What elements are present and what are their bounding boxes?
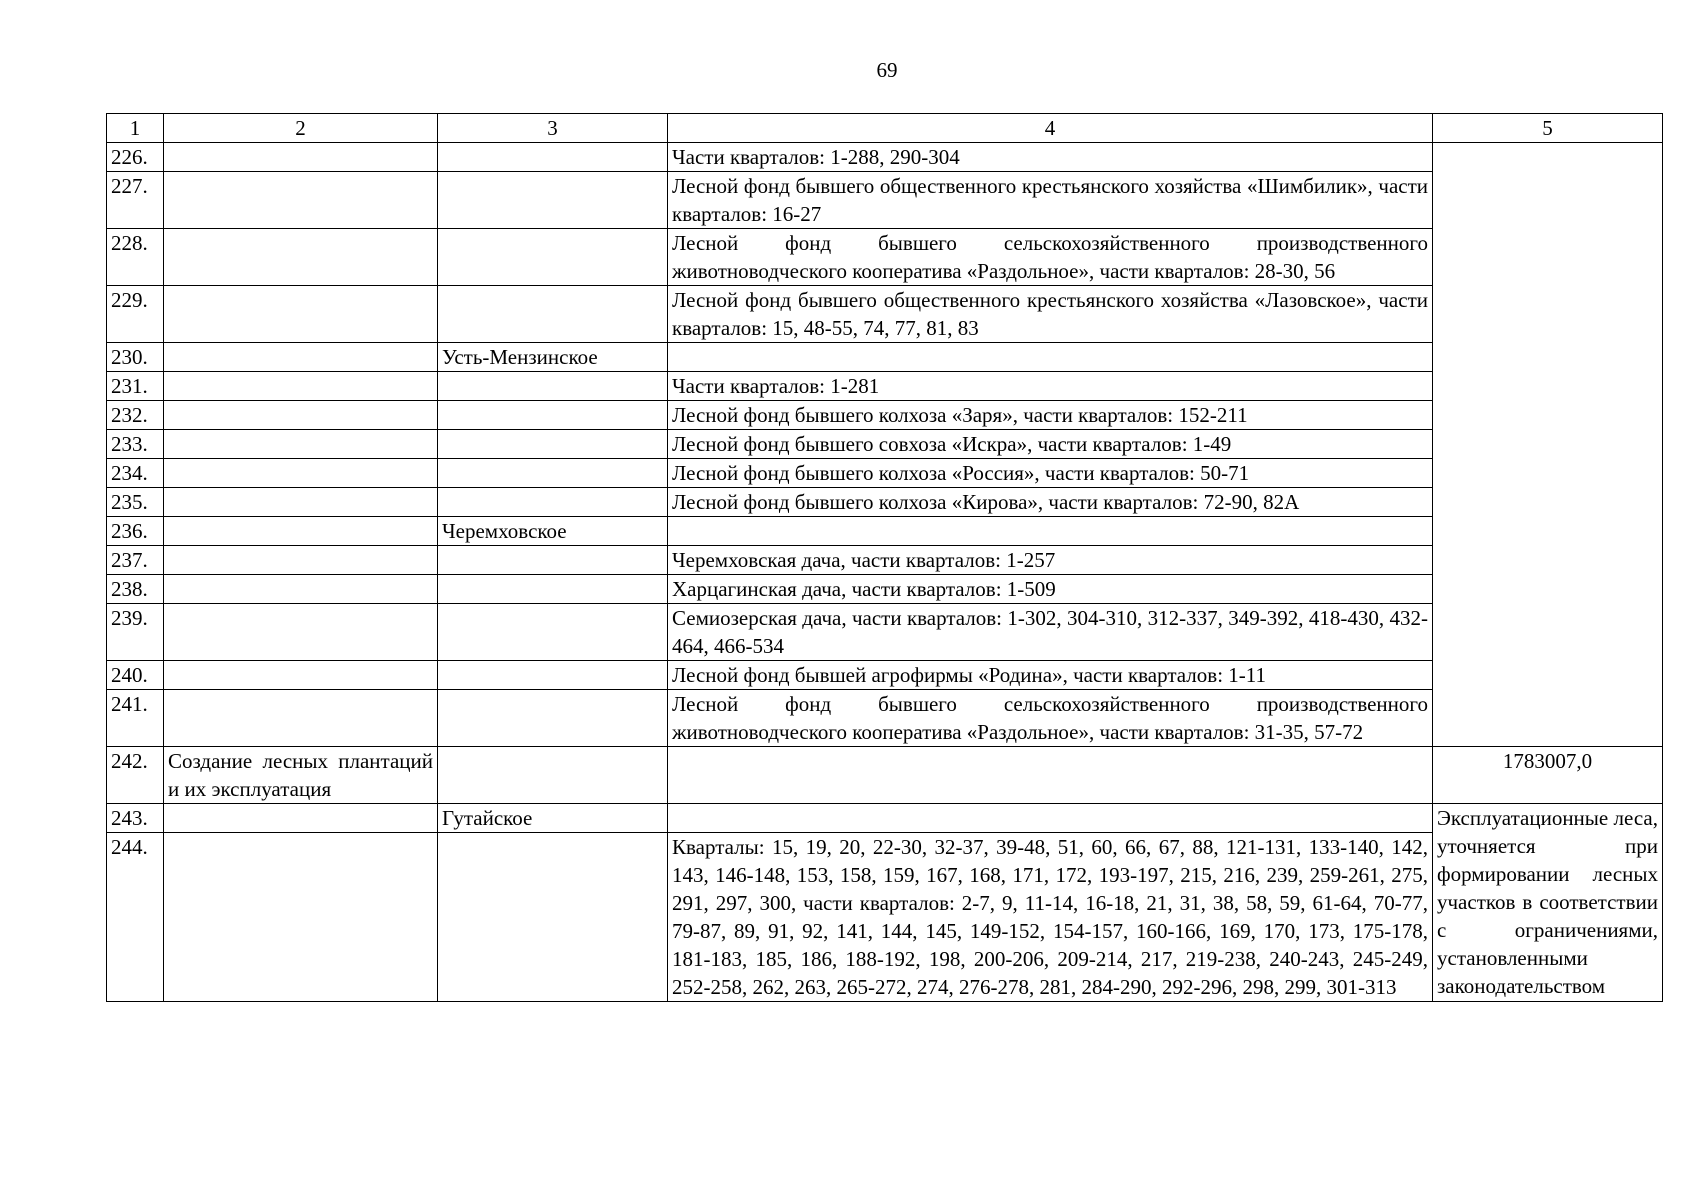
row-activity <box>164 401 438 430</box>
row-number: 235. <box>107 488 164 517</box>
row-number: 242. <box>107 747 164 804</box>
row-forestry <box>438 488 668 517</box>
row-quarters: Лесной фонд бывшего совхоза «Искра», части кварталов: 1-49 <box>668 430 1433 459</box>
row-number: 233. <box>107 430 164 459</box>
row-activity <box>164 488 438 517</box>
table-row <box>107 430 1663 459</box>
row-quarters <box>668 517 1433 546</box>
row-forestry <box>438 172 668 229</box>
row-quarters: Кварталы: 15, 19, 20, 22-30, 32-37, 39-48, 51, 60, 66, 67, 88, 121-131, 133-140, 142, 143, 146-148, 153, 158, 159, 167, 168, 171, 172, 193-197, 215, 216, 239, 259-261, 275, 291, 297, 300, части кварталов: 2-7, 9, 11-14, 16-18, 21, 31, 38, 58, 59, 61-64, 70-77, 79-87, 89, 91, 92, 141, 144, 145, 149-152, 154-157, 160-166, 169, 170, 173, 175-178, 181-183, 185, 186, 188-192, 198, 200-206, 209-214, 217, 219-238, 240-243, 245-249, 252-258, 262, 263, 265-272, 274, 276-278, 281, 284-290, 292-296, 298, 299, 301-313 <box>668 833 1433 1002</box>
table-row <box>107 804 1663 833</box>
row-forestry <box>438 833 668 1002</box>
row-activity <box>164 459 438 488</box>
row-number: 239. <box>107 604 164 661</box>
table-row <box>107 488 1663 517</box>
row-quarters: Черемховская дача, части кварталов: 1-257 <box>668 546 1433 575</box>
row-activity <box>164 286 438 343</box>
table-row <box>107 459 1663 488</box>
row-forestry <box>438 430 668 459</box>
row-quarters: Лесной фонд бывшего колхоза «Россия», части кварталов: 50-71 <box>668 459 1433 488</box>
row-activity <box>164 172 438 229</box>
row-quarters: Семиозерская дача, части кварталов: 1-302, 304-310, 312-337, 349-392, 418-430, 432-464, 466-534 <box>668 604 1433 661</box>
row-number: 243. <box>107 804 164 833</box>
row-quarters: Части кварталов: 1-288, 290-304 <box>668 143 1433 172</box>
row-activity <box>164 804 438 833</box>
table-row <box>107 604 1663 661</box>
row-forestry <box>438 401 668 430</box>
row-forestry <box>438 229 668 286</box>
row-number: 226. <box>107 143 164 172</box>
row-number: 236. <box>107 517 164 546</box>
row-number: 240. <box>107 661 164 690</box>
row-forestry <box>438 661 668 690</box>
row-activity: Создание лесных плантаций и их эксплуатация <box>164 747 438 804</box>
table-row <box>107 690 1663 747</box>
header-cell: 2 <box>164 114 438 143</box>
row-activity <box>164 517 438 546</box>
table-row <box>107 661 1663 690</box>
row-activity <box>164 372 438 401</box>
row-number: 244. <box>107 833 164 1002</box>
row-forestry <box>438 690 668 747</box>
row-forestry: Гутайское <box>438 804 668 833</box>
table-row <box>107 372 1663 401</box>
row-number: 227. <box>107 172 164 229</box>
row-forestry <box>438 747 668 804</box>
table-row <box>107 747 1663 804</box>
row-note: Эксплуатационные леса, уточняется при формировании лесных участков в соответствии с ограничениями, установленными законодательством <box>1433 804 1663 1002</box>
row-number: 234. <box>107 459 164 488</box>
row-forestry: Черемховское <box>438 517 668 546</box>
forest-table <box>106 113 1663 1002</box>
row-activity <box>164 546 438 575</box>
row-area-merged <box>1433 143 1663 747</box>
table-row <box>107 546 1663 575</box>
row-activity <box>164 833 438 1002</box>
table-row <box>107 286 1663 343</box>
header-cell: 3 <box>438 114 668 143</box>
row-number: 241. <box>107 690 164 747</box>
row-quarters: Лесной фонд бывшего общественного крестьянского хозяйства «Лазовское», части кварталов: 15, 48-55, 74, 77, 81, 83 <box>668 286 1433 343</box>
row-quarters: Лесной фонд бывшей агрофирмы «Родина», части кварталов: 1-11 <box>668 661 1433 690</box>
row-quarters: Лесной фонд бывшего колхоза «Кирова», части кварталов: 72-90, 82А <box>668 488 1433 517</box>
row-activity <box>164 661 438 690</box>
page-number: 69 <box>876 58 898 82</box>
row-quarters <box>668 747 1433 804</box>
row-quarters: Харцагинская дача, части кварталов: 1-509 <box>668 575 1433 604</box>
row-number: 232. <box>107 401 164 430</box>
table-row <box>107 172 1663 229</box>
row-quarters <box>668 804 1433 833</box>
row-number: 237. <box>107 546 164 575</box>
row-quarters: Лесной фонд бывшего сельскохозяйственного производственного животноводческого кооператива «Раздольное», части кварталов: 31-35, 57-72 <box>668 690 1433 747</box>
row-forestry: Усть-Мензинское <box>438 343 668 372</box>
row-quarters: Части кварталов: 1-281 <box>668 372 1433 401</box>
header-cell: 1 <box>107 114 164 143</box>
table-row <box>107 143 1663 172</box>
row-number: 231. <box>107 372 164 401</box>
row-activity <box>164 575 438 604</box>
row-area-value: 1783007,0 <box>1433 747 1663 804</box>
row-number: 238. <box>107 575 164 604</box>
table-row <box>107 343 1663 372</box>
row-activity <box>164 343 438 372</box>
table-row <box>107 229 1663 286</box>
table-header-row <box>107 114 1663 143</box>
table-row <box>107 575 1663 604</box>
row-quarters: Лесной фонд бывшего колхоза «Заря», части кварталов: 152-211 <box>668 401 1433 430</box>
row-quarters: Лесной фонд бывшего общественного крестьянского хозяйства «Шимбилик», части кварталов: 16-27 <box>668 172 1433 229</box>
row-number: 229. <box>107 286 164 343</box>
row-activity <box>164 430 438 459</box>
table-row <box>107 401 1663 430</box>
row-number: 228. <box>107 229 164 286</box>
row-forestry <box>438 143 668 172</box>
table-row <box>107 517 1663 546</box>
row-quarters: Лесной фонд бывшего сельскохозяйственного производственного животноводческого кооператива «Раздольное», части кварталов: 28-30, 56 <box>668 229 1433 286</box>
header-cell: 4 <box>668 114 1433 143</box>
row-quarters <box>668 343 1433 372</box>
header-cell: 5 <box>1433 114 1663 143</box>
row-forestry <box>438 604 668 661</box>
row-activity <box>164 690 438 747</box>
row-forestry <box>438 575 668 604</box>
table-row <box>107 833 1663 1002</box>
row-forestry <box>438 546 668 575</box>
row-forestry <box>438 286 668 343</box>
row-forestry <box>438 459 668 488</box>
row-number: 230. <box>107 343 164 372</box>
row-activity <box>164 229 438 286</box>
row-activity <box>164 604 438 661</box>
row-forestry <box>438 372 668 401</box>
row-activity <box>164 143 438 172</box>
